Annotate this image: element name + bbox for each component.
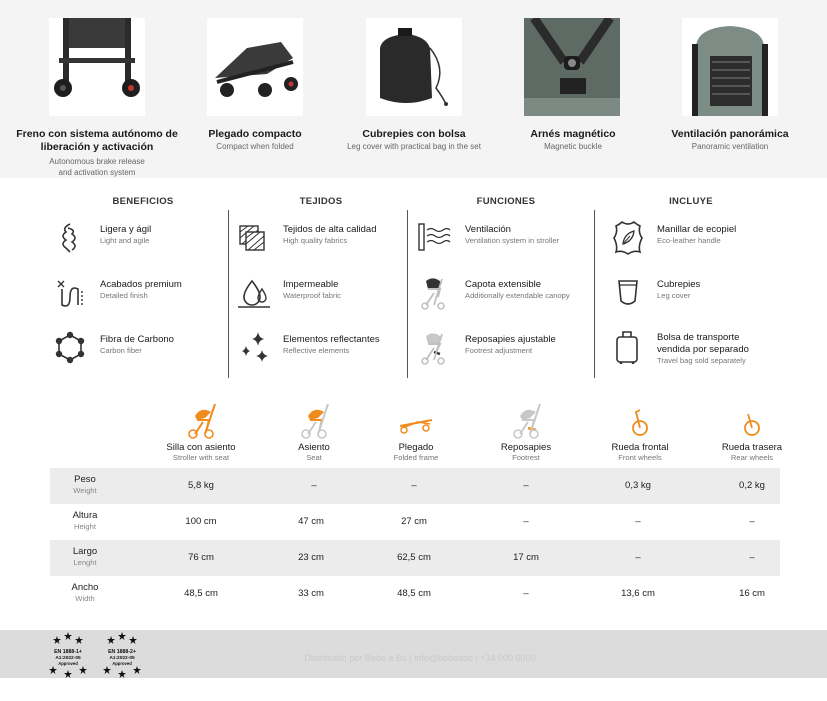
benefit-subtitle: Waterproof fabric bbox=[283, 291, 341, 300]
benefit-subtitle: Ventilation system in stroller bbox=[465, 236, 560, 245]
table-cell: 16 cm bbox=[739, 588, 765, 599]
canopy-stroller-icon bbox=[416, 275, 452, 311]
dimension-column bbox=[259, 400, 369, 463]
column-divider bbox=[407, 210, 408, 378]
column-divider bbox=[594, 210, 595, 378]
magnetic-buckle-photo bbox=[524, 18, 620, 116]
front-wheel-icon bbox=[620, 400, 660, 440]
bottom-margin bbox=[0, 678, 827, 701]
benefit-title: Impermeable bbox=[283, 279, 339, 290]
table-cell: 62,5 cm bbox=[397, 552, 431, 563]
benefit-item bbox=[610, 220, 810, 260]
dimension-column bbox=[361, 400, 471, 463]
dimensions-table bbox=[0, 388, 827, 628]
table-row bbox=[50, 468, 780, 504]
row-label: Ancho bbox=[71, 582, 99, 593]
fabric-icon bbox=[236, 220, 272, 256]
table-cell: 48,5 cm bbox=[184, 588, 218, 599]
dimension-column bbox=[585, 400, 695, 463]
footrest-icon bbox=[506, 400, 546, 440]
row-sublabel: Width bbox=[75, 594, 95, 603]
benefit-subtitle: Additionally extendable canopy bbox=[465, 291, 570, 300]
benefit-title: Elementos reflectantes bbox=[283, 334, 380, 345]
benefit-title: Ligera y ágil bbox=[100, 224, 152, 235]
column-fabrics bbox=[236, 178, 407, 388]
benefit-subtitle: Detailed finish bbox=[100, 291, 148, 300]
table-cell: – bbox=[749, 552, 755, 563]
dimension-column-subtitle: Rear wheels bbox=[730, 453, 774, 462]
certification-seal bbox=[48, 630, 88, 678]
benefit-subtitle: Travel bag sold separately bbox=[657, 356, 746, 365]
feature-subtitle: Leg cover with practical bag in the set bbox=[347, 142, 481, 151]
benefit-subtitle: Reflective elements bbox=[283, 346, 350, 355]
benefit-subtitle: Leg cover bbox=[657, 291, 691, 300]
benefit-title: Capota extensible bbox=[465, 279, 542, 290]
row-sublabel: Lenght bbox=[73, 558, 97, 567]
seal-line1: EN 1888-1+ bbox=[54, 649, 82, 655]
benefit-item bbox=[236, 220, 407, 260]
benefit-item bbox=[52, 275, 228, 315]
benefit-title: Reposapies ajustable bbox=[465, 334, 556, 345]
table-row bbox=[50, 576, 780, 612]
ventilation-photo bbox=[682, 18, 778, 116]
seal-line2: A1:2022-05 bbox=[109, 656, 135, 661]
dimension-column-subtitle: Folded frame bbox=[393, 453, 439, 462]
feature-title: Cubrepies con bolsa Leg cover with practical bag in the set bbox=[329, 128, 499, 152]
feather-icon bbox=[52, 220, 88, 256]
table-cell: 48,5 cm bbox=[397, 588, 431, 599]
sparkle-icon bbox=[236, 330, 272, 366]
benefits-grid bbox=[0, 178, 827, 388]
table-cell: – bbox=[523, 516, 529, 527]
footrest-stroller-icon bbox=[416, 330, 452, 366]
benefit-subtitle: Light and agile bbox=[100, 236, 150, 245]
footer-note: Distribuido por Bebe a Bo | info@bebeabo | +34 000 0000 bbox=[304, 653, 536, 663]
column-benefits bbox=[52, 178, 228, 388]
seal-line3: Approved bbox=[112, 661, 132, 666]
row-label: Peso bbox=[74, 474, 96, 485]
seal-line1: EN 1888-2+ bbox=[108, 649, 136, 655]
stitching-icon bbox=[52, 275, 88, 311]
row-sublabel: Weight bbox=[73, 486, 97, 495]
dimension-column bbox=[697, 400, 807, 463]
benefit-item bbox=[610, 328, 810, 372]
dimension-column-title: Silla con asiento bbox=[166, 442, 236, 453]
features-band bbox=[0, 0, 827, 178]
benefit-item bbox=[416, 330, 594, 370]
folded-frame-icon bbox=[396, 400, 436, 440]
benefit-item bbox=[52, 220, 228, 260]
feature-subtitle: Panoramic ventilation bbox=[691, 142, 769, 151]
benefit-subtitle: Footrest adjustment bbox=[465, 346, 533, 355]
benefit-title: Tejidos de alta calidad bbox=[283, 224, 377, 235]
table-cell: 0,3 kg bbox=[625, 480, 651, 491]
feature-subtitle: Autonomous brake release and activation system bbox=[49, 157, 145, 177]
benefit-item bbox=[610, 275, 810, 315]
feature-title: Ventilación panorámica Panoramic ventilation bbox=[645, 128, 815, 152]
rear-wheel-icon bbox=[732, 400, 772, 440]
benefit-title: Fibra de Carbono bbox=[100, 334, 174, 345]
feature-title: Arnés magnético Magnetic buckle bbox=[488, 128, 658, 152]
table-cell: 33 cm bbox=[298, 588, 324, 599]
dimension-column-title: Plegado bbox=[398, 442, 434, 453]
benefit-item bbox=[236, 275, 407, 315]
benefit-subtitle: Carbon fiber bbox=[100, 346, 142, 355]
table-cell: 47 cm bbox=[298, 516, 324, 527]
dimension-column-title: Rueda frontal bbox=[611, 442, 669, 453]
feature-subtitle: Magnetic buckle bbox=[544, 142, 602, 151]
table-cell: 100 cm bbox=[185, 516, 217, 527]
benefit-title: Bolsa de transporte vendida por separado bbox=[657, 332, 749, 355]
column-heading: FUNCIONES bbox=[476, 196, 536, 207]
table-cell: 13,6 cm bbox=[621, 588, 655, 599]
dimension-column bbox=[146, 400, 256, 463]
carbon-fiber-icon bbox=[52, 330, 88, 366]
benefit-title: Manillar de ecopiel bbox=[657, 224, 737, 235]
dimension-column-title: Rueda trasera bbox=[721, 442, 783, 453]
benefit-subtitle: Eco-leather handle bbox=[657, 236, 721, 245]
table-cell: – bbox=[523, 588, 529, 599]
row-sublabel: Height bbox=[74, 522, 96, 531]
dimension-column bbox=[471, 400, 581, 463]
dimension-column-subtitle: Stroller with seat bbox=[172, 453, 230, 462]
table-row bbox=[50, 540, 780, 576]
certification-seal bbox=[102, 630, 142, 678]
ventilation-icon bbox=[416, 220, 452, 256]
column-heading: INCLUYE bbox=[669, 196, 713, 207]
column-heading: TEJIDOS bbox=[299, 196, 343, 207]
dimension-column-subtitle: Footrest bbox=[512, 453, 540, 462]
table-cell: 0,2 kg bbox=[739, 480, 765, 491]
benefit-title: Acabados premium bbox=[100, 279, 182, 290]
column-includes bbox=[610, 178, 810, 388]
column-heading: BENEFICIOS bbox=[112, 196, 174, 207]
row-label: Largo bbox=[72, 546, 98, 557]
table-cell: – bbox=[749, 516, 755, 527]
seal-line2: A1:2022-05 bbox=[55, 656, 81, 661]
benefit-title: Ventilación bbox=[465, 224, 511, 235]
feature-title: Freno con sistema autónomo de liberación y activación Autonomous brake release and activation system bbox=[16, 128, 178, 177]
benefit-subtitle: High quality fabrics bbox=[283, 236, 348, 245]
footer bbox=[0, 630, 827, 678]
dimension-column-title: Reposapies bbox=[500, 442, 552, 453]
table-cell: – bbox=[635, 552, 641, 563]
leg-cover-icon bbox=[610, 275, 646, 311]
benefit-item bbox=[236, 330, 407, 370]
table-cell: 5,8 kg bbox=[188, 480, 214, 491]
table-cell: 27 cm bbox=[401, 516, 427, 527]
table-cell: – bbox=[311, 480, 317, 491]
brake-photo bbox=[49, 18, 145, 116]
column-divider bbox=[228, 210, 229, 378]
row-label: Altura bbox=[72, 510, 98, 521]
feature-title: Plegado compacto Compact when folded bbox=[170, 128, 340, 152]
table-cell: 76 cm bbox=[188, 552, 214, 563]
leg-cover-bag-photo bbox=[366, 18, 462, 116]
seal-line3: Approved bbox=[58, 661, 78, 666]
eco-leather-icon bbox=[610, 220, 646, 256]
column-functions bbox=[416, 178, 594, 388]
dimension-column-subtitle: Seat bbox=[306, 453, 322, 462]
benefit-title: Cubrepies bbox=[657, 279, 701, 290]
table-cell: – bbox=[635, 516, 641, 527]
dimension-column-subtitle: Front wheels bbox=[618, 453, 662, 462]
feature-subtitle: Compact when folded bbox=[216, 142, 294, 151]
table-row bbox=[50, 504, 780, 540]
dimension-column-title: Asiento bbox=[298, 442, 330, 453]
stroller-with-seat-icon bbox=[181, 400, 221, 440]
table-cell: – bbox=[523, 480, 529, 491]
folded-stroller-photo bbox=[207, 18, 303, 116]
travel-bag-icon bbox=[610, 328, 646, 364]
table-cell: 23 cm bbox=[298, 552, 324, 563]
benefit-item bbox=[416, 220, 594, 260]
table-cell: – bbox=[411, 480, 417, 491]
seat-icon bbox=[294, 400, 334, 440]
table-cell: 17 cm bbox=[513, 552, 539, 563]
benefit-item bbox=[416, 275, 594, 315]
water-drop-icon bbox=[236, 275, 272, 311]
benefit-item bbox=[52, 330, 228, 370]
